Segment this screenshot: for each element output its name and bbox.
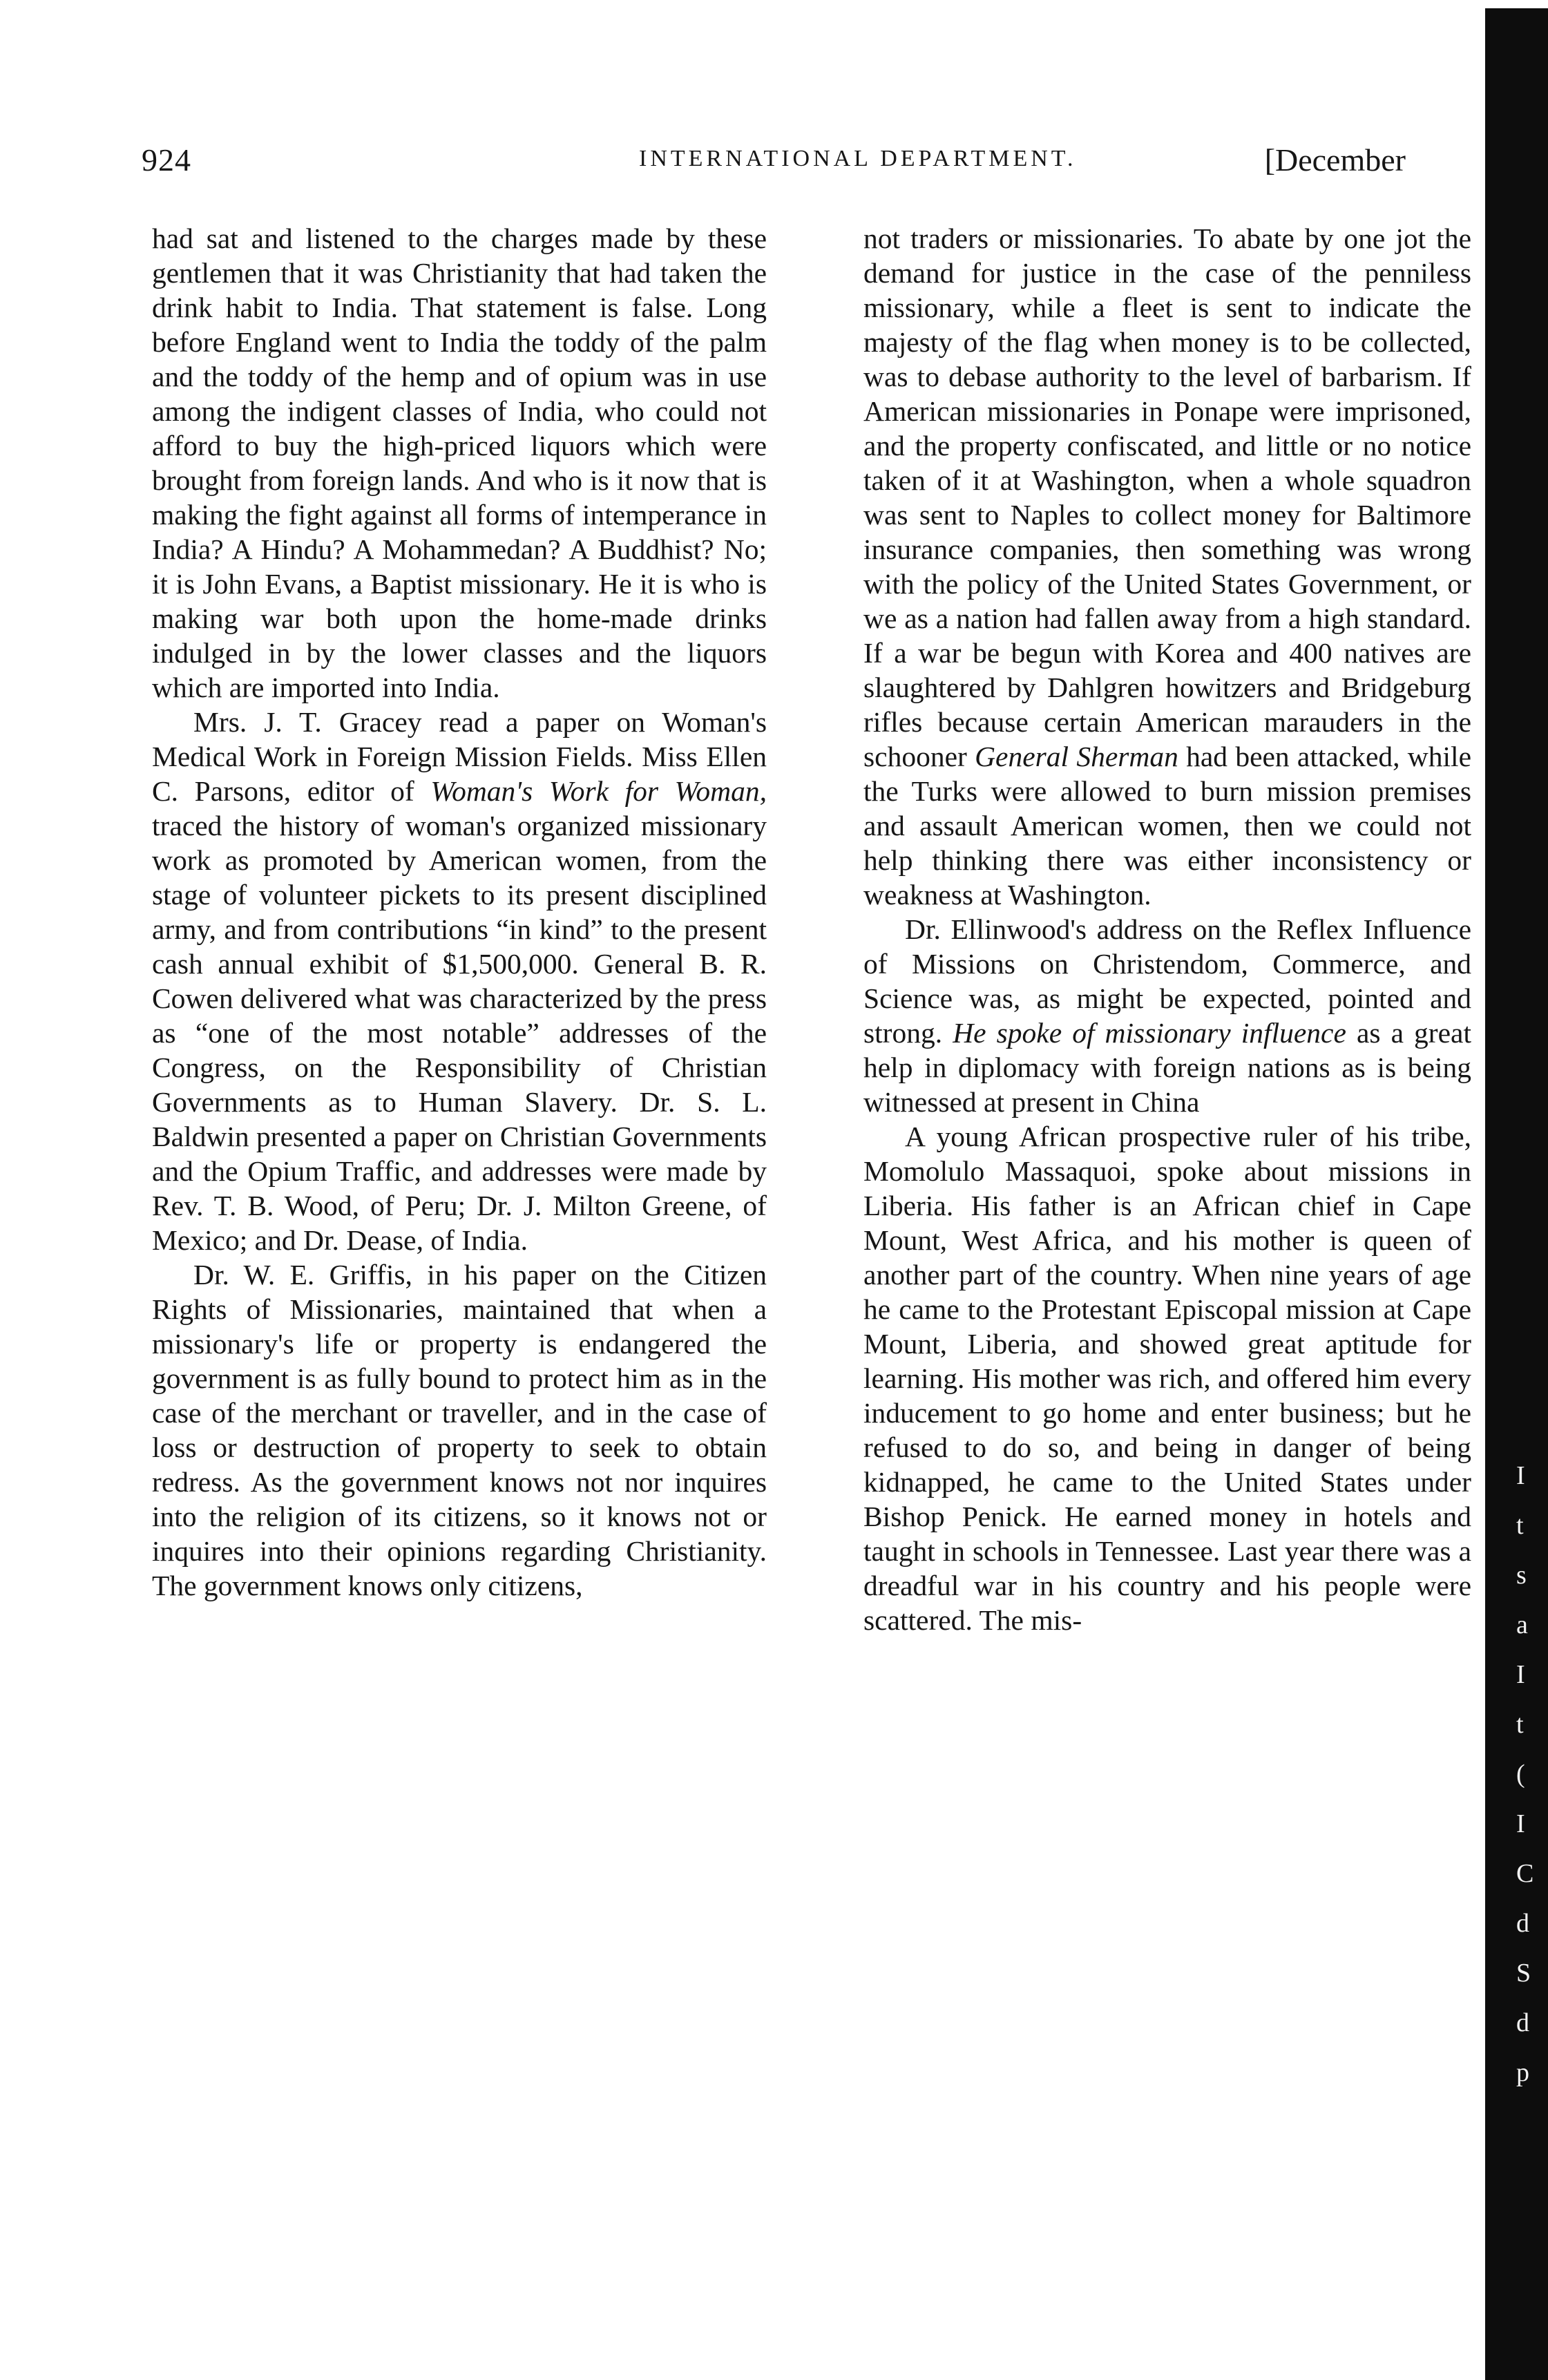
- left-paragraph-3: Dr. W. E. Griffis, in his paper on the Citizen Rights of Missionaries, maintained that when a missionary's life or property is endangered the government is as fully bound to protect him as in the case of the merchant or traveller, and in the case of loss or destruction of property to seek to obtain redress. As the government knows not nor inquires into the religion of its citizens, so it knows not or inquires into their opinions regarding Christianity. The government knows only citizens,: [152, 1259, 767, 1601]
- edge-fragment: C: [1516, 1859, 1534, 1888]
- running-title: INTERNATIONAL DEPARTMENT.: [639, 146, 1077, 171]
- edge-fragment: p: [1516, 2058, 1529, 2087]
- edge-fragment: s: [1516, 1561, 1527, 1590]
- right-paragraph-3: A young African prospective ruler of his tribe, Momolulo Massaquoi, spoke about missions in Liberia. His father is an African chief in Cape Mount, West Africa, and his mother is queen of another part of the country. When nine years of age he came to the Protestant Episcopal mission at Cape Mount, Liberia, and showed great aptitude for learning. His mother was rich, and offered him every inducement to go home and enter business; but he refused to do so, and being in danger of being kidnapped, he came to the United States under Bishop Penick. He earned money in hotels and taught in schools in Tennessee. Last year there was a dreadful war in his country and his people were scattered. The mis-: [863, 1121, 1471, 1636]
- publication-title: Woman's Work for Woman,: [430, 775, 767, 807]
- ship-name: General Sherman: [975, 741, 1178, 772]
- edge-fragment: d: [1516, 2008, 1529, 2037]
- right-paragraph-2-text-a: Dr. Ellinwood's address on the Reflex Influence of Missions on Christendom, Commerce, and Science was, as might be expected, pointed and strong.: [863, 913, 1471, 1049]
- right-paragraph-2-italic: He spoke of missionary influence: [953, 1017, 1346, 1049]
- edge-fragment: d: [1516, 1909, 1529, 1938]
- adjacent-page-fragments: [1516, 1451, 1544, 2097]
- right-paragraph-1: [863, 221, 1471, 912]
- right-paragraph-2-text-b: as a great help in diplomacy with foreign nations as is being witnessed at present in China: [863, 1017, 1471, 1118]
- edge-fragment: I: [1516, 1809, 1525, 1838]
- running-header: [142, 142, 1406, 183]
- right-paragraph-1-text-b: had been attacked, while the Turks were allowed to burn mission premises and assault American women, then we could not help thinking there was either inconsistency or weakness at Washington.: [863, 741, 1471, 911]
- left-paragraph-2: [152, 705, 767, 1257]
- edge-fragment: a: [1516, 1610, 1528, 1639]
- edge-fragment: (: [1516, 1760, 1525, 1789]
- left-column: [152, 221, 767, 1603]
- right-paragraph-1-text-a: not traders or missionaries. To abate by one jot the demand for justice in the case of the penniless missionary, while a fleet is sent to indicate the majesty of the flag when money is to be collected, was to debase authority to the level of barbarism. If American missionaries in Ponape were imprisoned, and the property confiscated, and little or no notice taken of it at Washington, when a whole squadron was sent to Naples to collect money for Baltimore insurance companies, then something was wrong with the policy of the United States Government, or we as a nation had fallen away from a high standard. If a war be begun with Korea and 400 natives are slaughtered by Dahlgren howitzers and Bridgeburg rifles because certain American marauders in the schooner: [863, 222, 1471, 772]
- left-paragraph-2-text-b: traced the history of woman's organized missionary work as promoted by American women, from the stage of volunteer pickets to its present disciplined army, and from contributions “in kind” to the present cash annual exhibit of $1,500,000. General B. R. Cowen delivered what was characterized by the press as “one of the most notable” addresses of the Congress, on the Responsibility of Christian Governments as to Human Slavery. Dr. S. L. Baldwin presented a paper on Christian Governments and the Opium Traffic, and addresses were made by Rev. T. B. Wood, of Peru; Dr. J. Milton Greene, of Mexico; and Dr. Dease, of India.: [152, 810, 767, 1256]
- edge-fragment: t: [1516, 1511, 1524, 1540]
- edge-fragment: I: [1516, 1660, 1525, 1689]
- page-number: 924: [142, 142, 191, 178]
- edge-fragment: t: [1516, 1710, 1524, 1739]
- right-column: [863, 221, 1471, 1637]
- header-month: [December: [1264, 142, 1406, 178]
- right-paragraph-2: [863, 912, 1471, 1119]
- edge-fragment: S: [1516, 1959, 1531, 1988]
- left-paragraph-1: had sat and listened to the charges made by these gentlemen that it was Christianity that had taken the drink habit to India. That statement is false. Long before England went to India the toddy of the palm and the toddy of the hemp and of opium was in use among the indigent classes of India, who could not afford to buy the high-priced liquors which were brought from foreign lands. And who is it now that is making the fight against all forms of intemperance in India? A Hindu? A Mohammedan? A Buddhist? No; it is John Evans, a Baptist missionary. He it is who is making war both upon the home-made drinks indulged in by the lower classes and the liquors which are imported into India.: [152, 222, 767, 703]
- edge-fragment: I: [1516, 1461, 1525, 1490]
- left-paragraph-2-text-a: Mrs. J. T. Gracey read a paper on Woman's Medical Work in Foreign Mission Fields. Miss Ellen C. Parsons, editor of: [152, 706, 767, 807]
